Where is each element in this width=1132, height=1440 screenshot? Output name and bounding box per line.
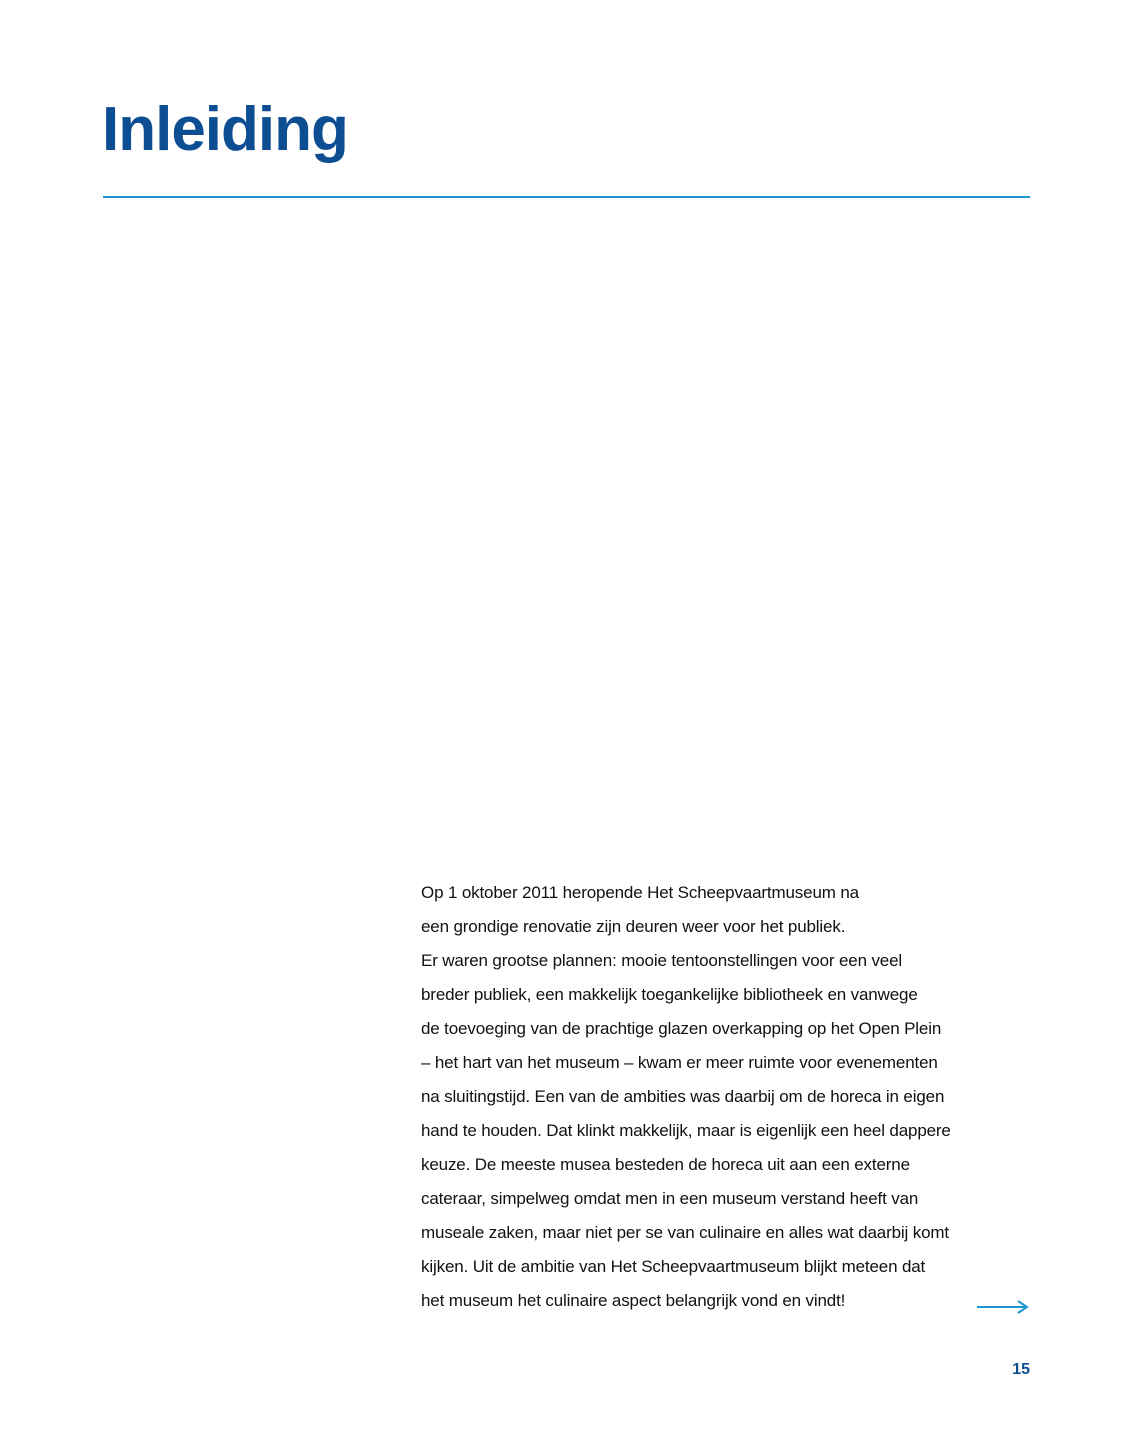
paragraph-line: museale zaken, maar niet per se van culinaire en alles wat daarbij komt: [421, 1223, 949, 1242]
page-number: 15: [1012, 1361, 1030, 1378]
paragraph-line: Op 1 oktober 2011 heropende Het Scheepvaartmuseum na: [421, 883, 859, 902]
paragraph-line: – het hart van het museum – kwam er meer ruimte voor evenementen: [421, 1053, 938, 1072]
paragraph-line: na sluitingstijd. Een van de ambities was daarbij om de horeca in eigen: [421, 1087, 945, 1106]
paragraph-line: Er waren grootse plannen: mooie tentoonstellingen voor een veel: [421, 951, 903, 970]
paragraph-line: hand te houden. Dat klinkt makkelijk, maar is eigenlijk een heel dappere: [421, 1121, 951, 1140]
intro-paragraph: [421, 876, 1061, 1318]
paragraph-line: keuze. De meeste musea besteden de horeca uit aan een externe: [421, 1155, 910, 1174]
paragraph-line: de toevoeging van de prachtige glazen overkapping op het Open Plein: [421, 1019, 942, 1038]
paragraph-line: een grondige renovatie zijn deuren weer voor het publiek.: [421, 917, 846, 936]
page-title: Inleiding: [102, 95, 348, 164]
paragraph-line: cateraar, simpelweg omdat men in een museum verstand heeft van: [421, 1189, 919, 1208]
paragraph-line: kijken. Uit de ambitie van Het Scheepvaartmuseum blijkt meteen dat: [421, 1257, 926, 1276]
arrow-right-icon: [976, 1298, 1030, 1316]
title-divider: [103, 196, 1030, 198]
paragraph-line: het museum het culinaire aspect belangrijk vond en vindt!: [421, 1291, 846, 1310]
paragraph-line: breder publiek, een makkelijk toegankelijke bibliotheek en vanwege: [421, 985, 918, 1004]
